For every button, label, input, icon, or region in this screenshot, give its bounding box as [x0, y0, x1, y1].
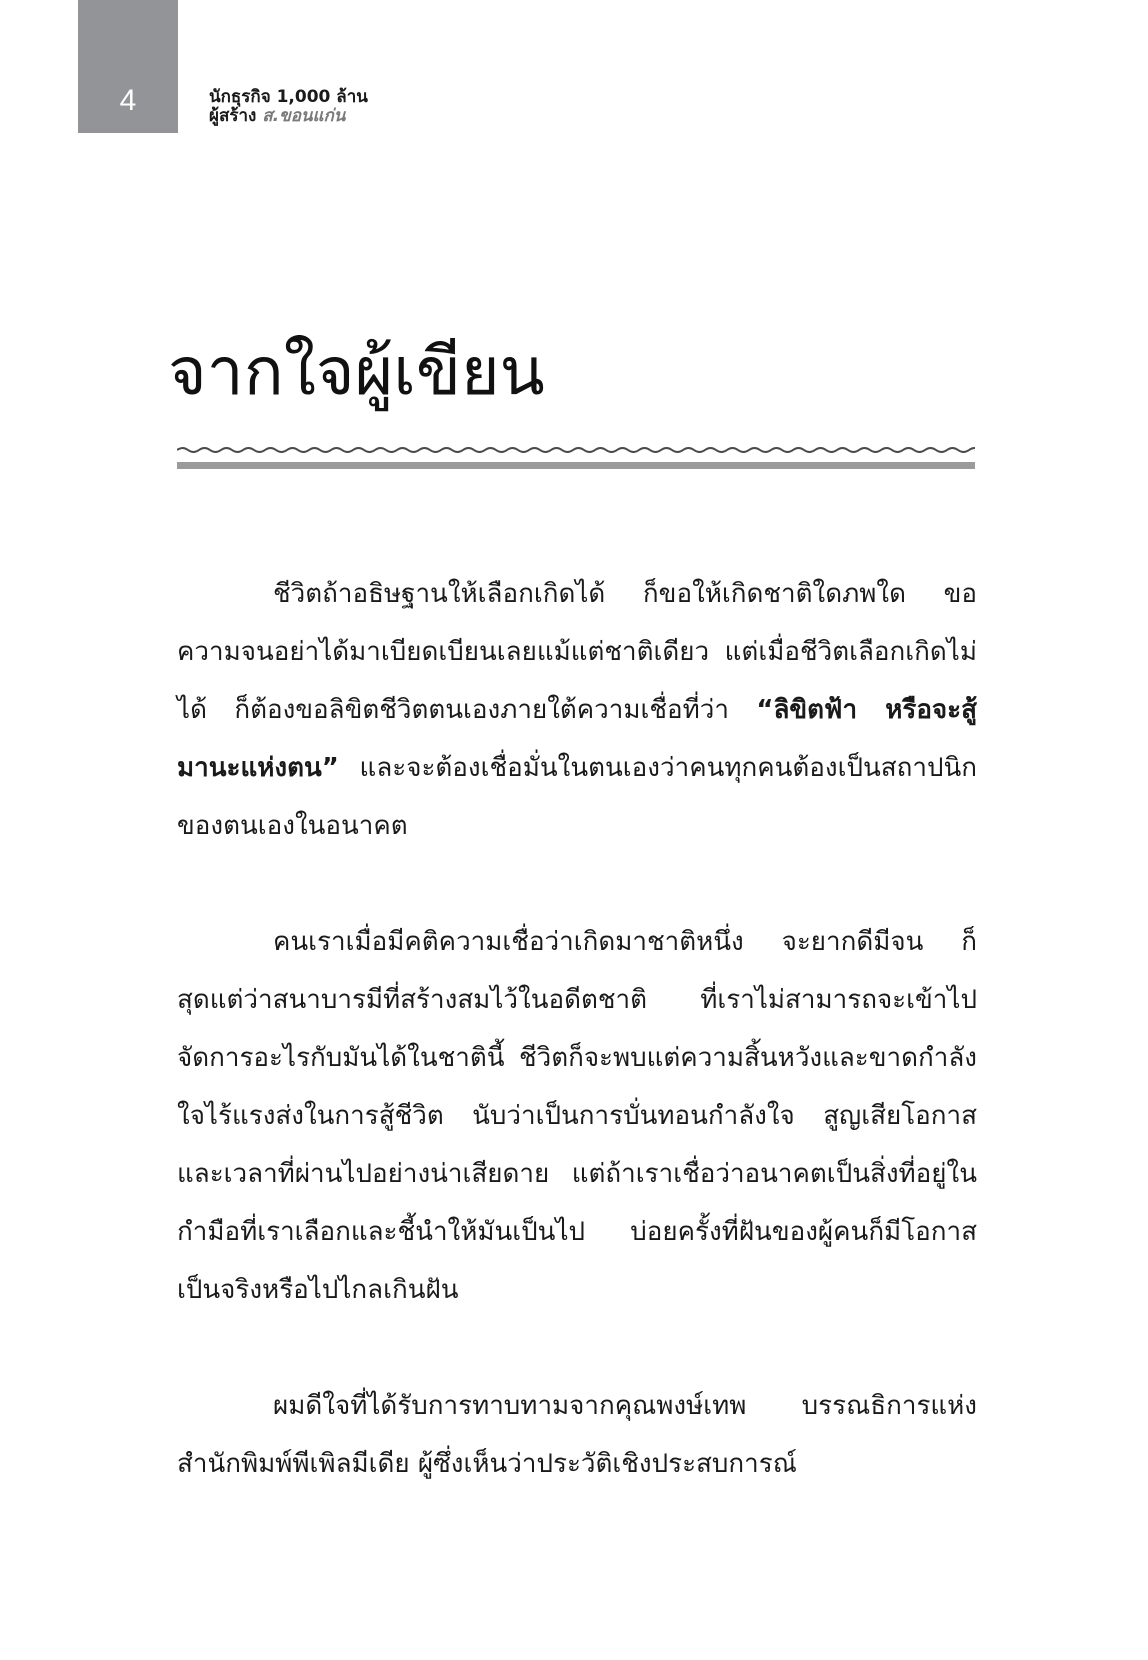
running-head-subtitle [209, 107, 368, 126]
page-number-tab [78, 0, 178, 133]
running-head-subtitle-prefix: ผู้สร้าง [209, 106, 263, 126]
paragraph-2: คนเราเมื่อมีคติความเชื่อว่าเกิดมาชาติหนึ่ง จะยากดีมีจน ก็สุดแต่ว่าสนาบารมีที่สร้างสมไว้ในอดีตชาติ ที่เราไม่สามารถจะเข้าไปจัดการอะไรกับมันได้ในชาตินี้ ชีวิตก็จะพบแต่ความสิ้นหวังและขาดกำลังใจไร้แรงส่งในการสู้ชีวิต นับว่าเป็นการบั่นทอนกำลังใจ สูญเสียโอกาสและเวลาที่ผ่านไปอย่างน่าเสียดาย แต่ถ้าเราเชื่อว่าอนาคตเป็นสิ่งที่อยู่ในกำมือที่เราเลือกและชี้นำให้มันเป็นไป บ่อยครั้งที่ฝันของผู้คนก็มีโอกาสเป็นจริงหรือไปไกลเกินฝัน [177, 927, 977, 1305]
title-divider [177, 440, 975, 470]
emphasis-quote: “ลิขิตฟ้า หรือจะสู้มานะแห่งตน” [177, 695, 977, 783]
running-head-subtitle-name: ส.ขอนแก่น [262, 106, 346, 126]
page-number: 4 [119, 84, 137, 117]
running-head-book-title: นักธุรกิจ 1,000 ล้าน [209, 87, 368, 107]
chapter-title: จากใจผู้เขียน [168, 333, 545, 410]
running-head [209, 88, 368, 126]
title-divider-wave [177, 448, 975, 452]
paragraph-3: ผมดีใจที่ได้รับการทาบทามจากคุณพงษ์เทพ บรรณธิการแห่งสำนักพิมพ์พีเพิลมีเดีย ผู้ซึ่งเห็นว่าประวัติเชิงประสบการณ์ [177, 1391, 977, 1479]
body-text [177, 565, 977, 1493]
paragraph-1: ชีวิตถ้าอธิษฐานให้เลือกเกิดได้ ก็ขอให้เกิดชาติใดภพใด ขอความจนอย่าได้มาเบียดเบียนเลยแม้แต่ชาติเดียว แต่เมื่อชีวิตเลือกเกิดไม่ได้ ก็ต้องขอลิขิตชีวิตตนเองภายใต้ความเชื่อที่ว่า “ลิขิตฟ้า หรือจะสู้มานะแห่งตน” และจะต้องเชื่อมั่นในตนเองว่าคนทุกคนต้องเป็นสถาปนิกของตนเองในอนาคต [177, 579, 977, 841]
title-divider-bar [177, 462, 975, 469]
